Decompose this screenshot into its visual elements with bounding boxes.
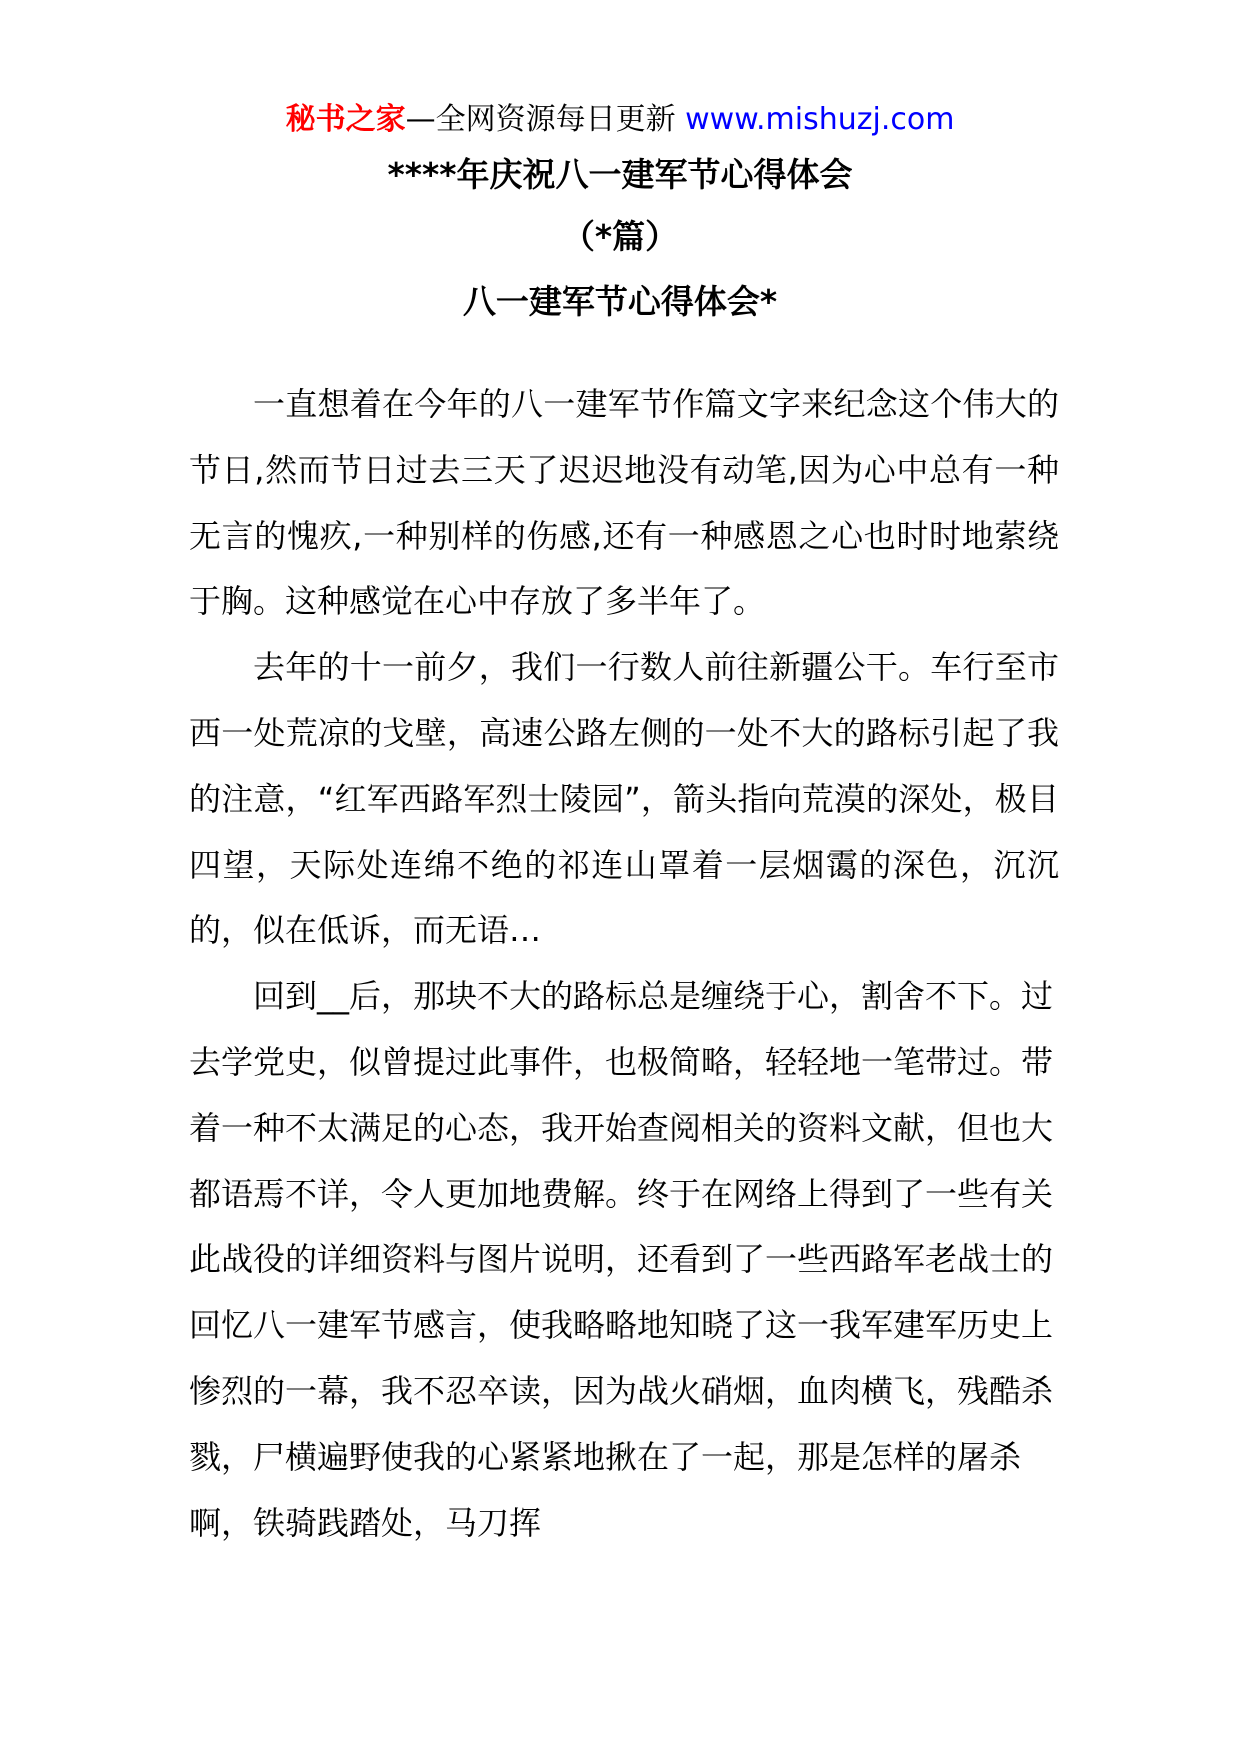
paragraph-2: 去年的十一前夕，我们一行数人前往新疆公干。车行至市西一处荒凉的戈壁，高速公路左侧的一处不大的路标引起了我的注意，“红军西路军烈士陵园”，箭头指向荒漠的深处，极目四望，天际处连绵不绝的祁连山罩着一层烟霭的深色，沉沉的，似在低诉，而无语… [189, 648, 1059, 950]
site-name: 秘书之家 [285, 102, 406, 137]
paragraph-3: 回到__后，那块不大的路标总是缠绕于心，割舍不下。过去学党史，似曾提过此事件，也极简略，轻轻地一笔带过。带着一种不太满足的心态，我开始查阅相关的资料文献，但也大都语焉不详，令人更加地费解。终于在网络上得到了一些有关此战役的详细资料与图片说明，还看到了一些西路军老战士的回忆八一建军节感言，使我略略地知晓了这一我军建军历史上惨烈的一幕，我不忍卒读，因为战火硝烟，血肉横飞，残酷杀戮，尸横遍野使我的心紧紧地揪在了一起，那是怎样的屠杀啊，铁骑践踏处，马刀挥 [189, 977, 1054, 1542]
paragraph-1: 一直想着在今年的八一建军节作篇文字来纪念这个伟大的节日,然而节日过去三天了迟迟地没有动笔,因为心中总有一种无言的愧疚,一种别样的伤感,还有一种感恩之心也时时地萦绕于胸。这种感觉在心中存放了多半年了。 [189, 385, 1059, 621]
site-url-link[interactable]: www.mishuzj.com [685, 102, 955, 137]
document-title: ****年庆祝八一建军节心得体会 [387, 155, 853, 194]
article-body [189, 372, 1059, 1556]
article-subtitle: 八一建军节心得体会* [462, 282, 778, 321]
site-tagline: —全网资源每日更新 [405, 102, 686, 137]
site-header [0, 100, 1240, 140]
article-count: （*篇） [561, 217, 679, 256]
